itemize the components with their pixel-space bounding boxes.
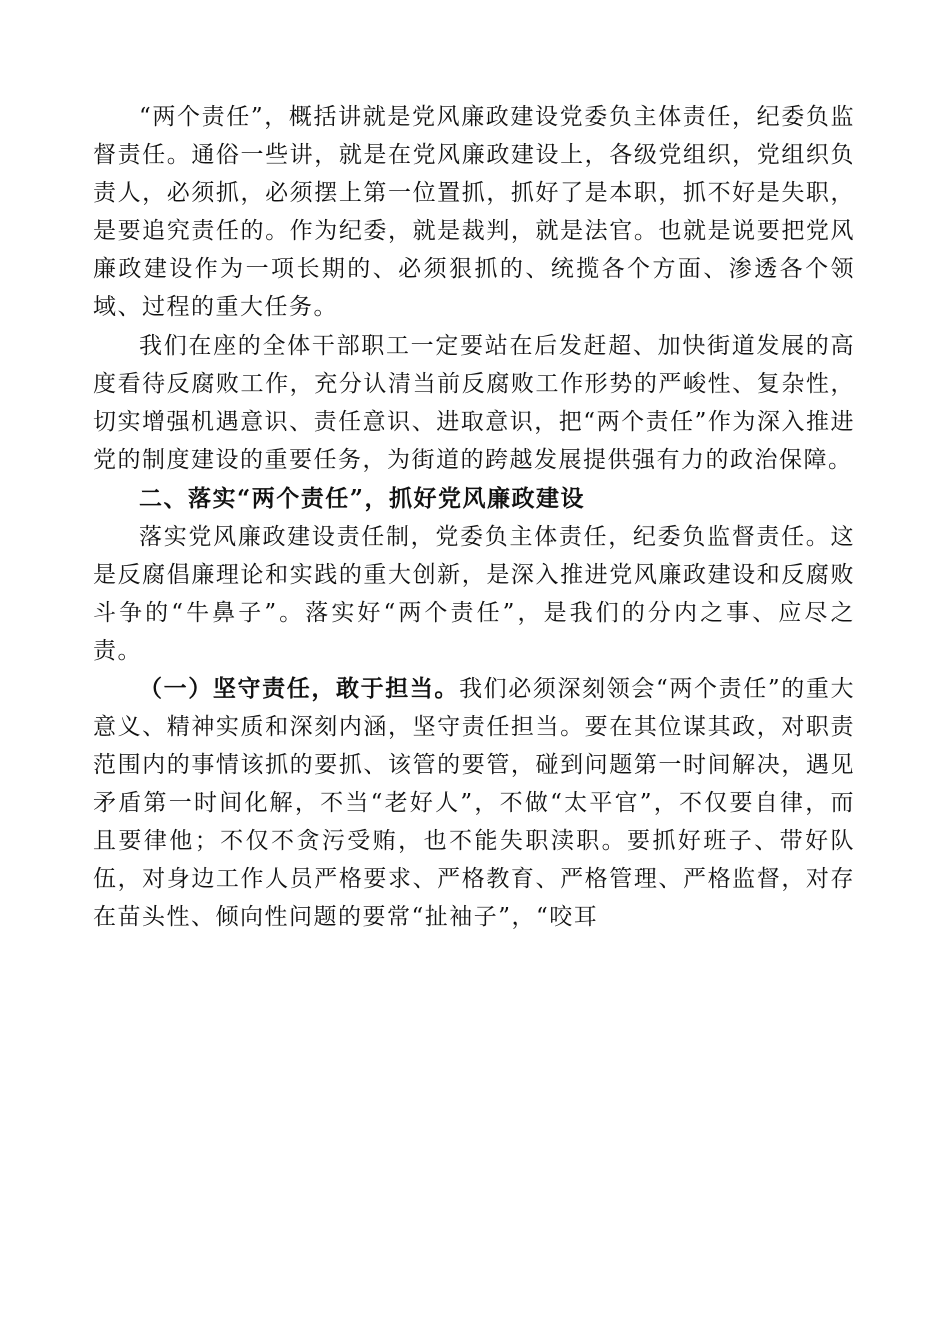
paragraph-anti-corruption-awareness: 我们在座的全体干部职工一定要站在后发赶超、加快街道发展的高度看待反腐败工作，充分认清当前反腐败工作形势的严峻性、复杂性，切实增强机遇意识、责任意识、进取意识，把“两个责任”作为深入推进党的制度建设的重要任务，为街道的跨越发展提供强有力的政治保障。: [93, 333, 855, 473]
paragraph-uphold-responsibility: [93, 670, 855, 936]
paragraph-implement-responsibility: 落实党风廉政建设责任制，党委负主体责任，纪委负监督责任。这是反腐倡廉理论和实践的重大创新，是深入推进党风廉政建设和反腐败斗争的“牛鼻子”。落实好“两个责任”，是我们的分内之事、应尽之责。: [93, 524, 855, 664]
subsection-lead: （一）坚守责任，敢于担当。: [139, 675, 460, 702]
document-page: [93, 98, 855, 936]
subsection-body: 我们必须深刻领会“两个责任”的重大意义、精神实质和深刻内涵，坚守责任担当。要在其位谋其政，对职责范围内的事情该抓的要抓、该管的要管，碰到问题第一时间解决，遇见矛盾第一时间化解，不当“老好人”，不做“太平官”，不仅要自律，而且要律他；不仅不贪污受贿，也不能失职渎职。要抓好班子、带好队伍，对身边工作人员严格要求、严格教育、严格管理、严格监督，对存在苗头性、倾向性问题的要常“扯袖子”，“咬耳: [93, 676, 855, 930]
section-heading: 二、落实“两个责任”，抓好党风廉政建设: [139, 485, 585, 512]
paragraph-two-responsibilities-definition: “两个责任”，概括讲就是党风廉政建设党委负主体责任，纪委负监督责任。通俗一些讲，就是在党风廉政建设上，各级党组织，党组织负责人，必须抓，必须摆上第一位置抓，抓好了是本职，抓不好是失职，是要追究责任的。作为纪委，就是裁判，就是法官。也就是说要把党风廉政建设作为一项长期的、必须狠抓的、统揽各个方面、渗透各个领域、过程的重大任务。: [93, 104, 855, 320]
